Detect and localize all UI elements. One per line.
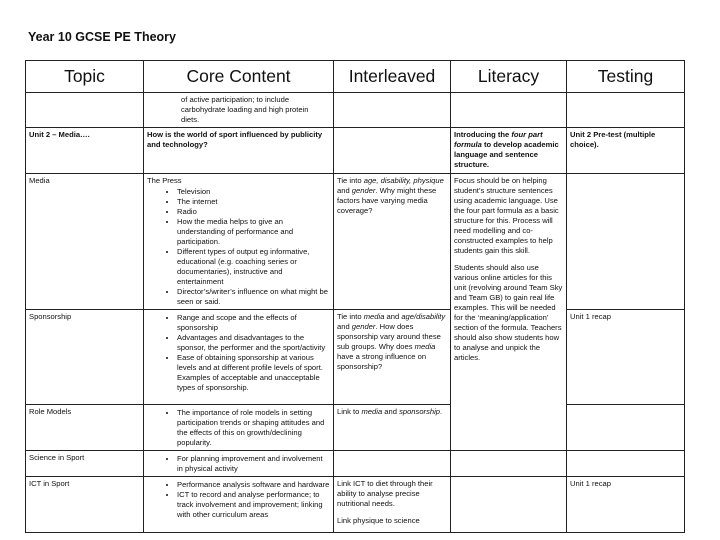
cell-interleaved — [334, 174, 451, 310]
cell-literacy-merged — [451, 174, 567, 451]
table-row-ict-in-sport — [26, 477, 685, 533]
cell-interleaved — [334, 405, 451, 451]
bullet-list — [147, 480, 330, 520]
cell-topic — [26, 93, 144, 128]
interleaved-text: . Why might these factors have varying media coverage? — [337, 186, 437, 216]
cell-literacy — [451, 477, 567, 533]
cell-topic: Role Models — [26, 405, 144, 451]
list-item: • Ease of obtaining sponsorship at various levels and at different profile levels of sport. Examples of acceptable and unacceptable types of sponsorship. — [177, 353, 330, 393]
table-row-sponsorship — [26, 310, 685, 405]
interleaved-emphasis: media — [361, 407, 383, 417]
cell-testing — [567, 451, 685, 477]
literacy-paragraph: Focus should be on helping student’s structure sentences using academic language. Use the four part formula as a basic structure for this. Process will need modelling and co-constructed examples to help students gain this skill. — [454, 176, 559, 256]
cell-core-content — [144, 93, 334, 128]
header-topic: Topic — [26, 61, 144, 93]
bullet-list — [147, 187, 330, 307]
literacy-emphasis: four part formula — [454, 130, 543, 150]
cell-topic: Science in Sport — [26, 451, 144, 477]
continuation-line: of active participation; to include — [181, 95, 290, 104]
cell-core-content — [144, 477, 334, 533]
interleaved-emphasis: age, disability, physique — [363, 176, 444, 186]
cell-topic: ICT in Sport — [26, 477, 144, 533]
bullet-list — [147, 408, 330, 448]
cell-interleaved — [334, 451, 451, 477]
list-item: • Advantages and disadvantages to the sponsor, the performer and the sport/activity — [177, 333, 330, 353]
interleaved-text: . How does sponsorship vary around these sub groups. Why does — [337, 322, 441, 352]
interleaved-text: . — [440, 407, 443, 417]
list-item: • How the media helps to give an understanding of performance and participation. — [177, 217, 330, 247]
interleaved-text: Link physique to science — [337, 516, 420, 526]
interleaved-emphasis: sponsorship — [399, 407, 441, 417]
cell-core-content: How is the world of sport influenced by publicity and technology? — [144, 128, 334, 174]
header-testing: Testing — [567, 61, 685, 93]
list-item: • For planning improvement and involvement in physical activity — [177, 454, 330, 474]
list-item: • Radio — [177, 207, 330, 217]
cell-interleaved — [334, 477, 451, 533]
list-item: • Television — [177, 187, 330, 197]
cell-testing — [567, 174, 685, 310]
cell-core-content — [144, 405, 334, 451]
interleaved-text: and — [384, 312, 402, 322]
interleaved-emphasis: media — [414, 342, 436, 352]
cell-testing: Unit 1 recap — [567, 310, 685, 405]
bullet-list — [147, 313, 330, 393]
cell-interleaved — [334, 128, 451, 174]
table-row-continuation — [26, 93, 685, 128]
cell-testing — [567, 93, 685, 128]
header-interleaved: Interleaved — [334, 61, 451, 93]
literacy-text: Introducing the — [454, 130, 512, 140]
list-item: • Different types of output eg informative, educational (e.g. coaching series or documentaries), instructive and entertainment — [177, 247, 330, 287]
header-literacy: Literacy — [451, 61, 567, 93]
cell-literacy — [451, 93, 567, 128]
interleaved-text: Link to — [337, 407, 362, 417]
header-core-content: Core Content — [144, 61, 334, 93]
cell-testing: Unit 2 Pre-test (multiple choice). — [567, 128, 685, 174]
core-heading: The Press — [147, 176, 182, 186]
continuation-line: diets. — [181, 115, 200, 125]
literacy-paragraph: Students should also use various online articles for this unit (revolving around Team Sky and Team GB) to gain real life examples. This will be needed for the ‘meaning/application’ section of the formula. Teachers should also show students how to analyse and unpick the articles. — [454, 263, 563, 363]
list-item: • Director’s/writer’s influence on what might be seen or said. — [177, 287, 330, 307]
interleaved-text: Tie into — [337, 176, 364, 186]
interleaved-emphasis: age/disability — [401, 312, 446, 322]
cell-core-content — [144, 174, 334, 310]
interleaved-text: and — [382, 407, 400, 417]
table-row-role-models — [26, 405, 685, 451]
cell-literacy — [451, 451, 567, 477]
curriculum-table — [25, 60, 685, 533]
cell-testing: Unit 1 recap — [567, 477, 685, 533]
cell-core-content — [144, 310, 334, 405]
table-row-media — [26, 174, 685, 310]
header-row — [26, 61, 685, 93]
cell-core-content — [144, 451, 334, 477]
interleaved-emphasis: gender — [351, 322, 376, 332]
cell-interleaved — [334, 93, 451, 128]
list-item: • The internet — [177, 197, 330, 207]
interleaved-text: have a strong influence on sponsorship? — [337, 352, 427, 372]
list-item: • ICT to record and analyse performance; to track involvement and improvement; linking with other curriculum areas — [177, 490, 330, 520]
interleaved-text: and — [337, 322, 352, 332]
continuation-line: carbohydrate loading and high protein — [181, 105, 309, 115]
literacy-text: to develop academic language and sentence structure. — [454, 140, 559, 170]
table-row-science-in-sport — [26, 451, 685, 477]
interleaved-text: and — [337, 186, 352, 196]
cell-topic: Unit 2 – Media…. — [26, 128, 144, 174]
interleaved-emphasis: media — [363, 312, 385, 322]
cell-interleaved — [334, 310, 451, 405]
interleaved-text: Link ICT to diet through their ability to analyse precise nutritional needs. — [337, 479, 433, 509]
interleaved-emphasis: gender — [351, 186, 376, 196]
bullet-list — [147, 454, 330, 474]
cell-topic: Media — [26, 174, 144, 310]
cell-literacy — [451, 128, 567, 174]
list-item: • Performance analysis software and hardware — [177, 480, 330, 490]
list-item: • Range and scope and the effects of sponsorship — [177, 313, 330, 333]
cell-testing — [567, 405, 685, 451]
document-title: Year 10 GCSE PE Theory — [28, 30, 176, 44]
table-row-unit-2 — [26, 128, 685, 174]
interleaved-text: Tie into — [337, 312, 364, 322]
cell-topic: Sponsorship — [26, 310, 144, 405]
list-item: • The importance of role models in setting participation trends or shaping attitudes and the effects of this on growth/declining popularity. — [177, 408, 330, 448]
